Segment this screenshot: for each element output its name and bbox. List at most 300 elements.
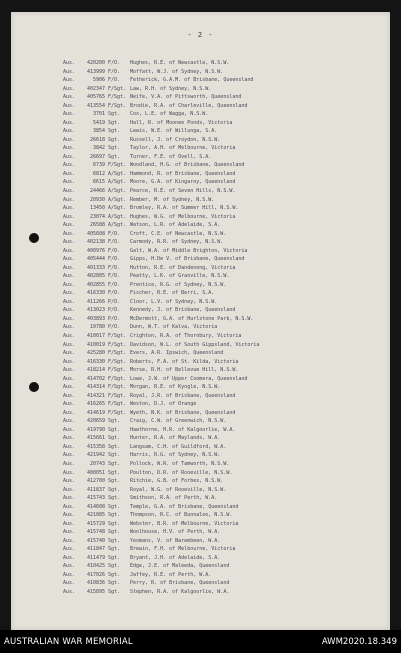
service-number: 419790: [86, 426, 105, 433]
country-code: Aus.: [63, 60, 76, 66]
rank: F/O.: [108, 264, 121, 271]
list-item: [63, 392, 370, 401]
country-code: Aus.: [63, 298, 76, 305]
list-item: [63, 59, 370, 68]
person-name: Langsam, C.H. of Guildford, W.A.: [130, 443, 227, 450]
service-number: 415729: [86, 520, 105, 527]
person-name: Bromley, R.A. of Summer Hill, N.S.W.: [130, 205, 239, 212]
service-number: 413554: [86, 102, 105, 109]
list-item: [63, 434, 370, 443]
service-number: 402347: [86, 85, 105, 92]
list-item: [63, 358, 370, 367]
list-item: [63, 315, 370, 324]
person-name: Lewis, W.E. of Willunga, S.A.: [130, 128, 218, 135]
person-name: Hammond, R. of Brisbane, Queensland: [130, 170, 236, 177]
service-number: 24466: [89, 187, 105, 194]
person-name: Carmody, R.R. of Sydney, N.S.W.: [130, 239, 224, 246]
rank: Sgt.: [108, 145, 121, 152]
service-number: 415661: [86, 435, 105, 442]
service-number: 414702: [86, 375, 105, 382]
country-code: Aus.: [63, 247, 76, 254]
person-name: Woolhouse, H.V. of Perth, W.A.: [130, 529, 221, 536]
rank: Sgt.: [108, 452, 121, 459]
service-number: 415358: [86, 443, 105, 450]
country-code: Aus.: [63, 333, 76, 339]
person-name: Weston, D.J. of Orange: [130, 401, 197, 408]
country-code: Aus.: [63, 281, 76, 288]
rank: Sgt.: [108, 512, 121, 519]
person-name: Fischer, R.E. of Berri, S.A.: [130, 290, 215, 297]
rank: F/O.: [108, 239, 121, 246]
service-number: 411837: [86, 486, 105, 493]
rank: Sgt.: [108, 478, 121, 485]
service-number: 420659: [86, 418, 105, 425]
rank: Sgt.: [108, 469, 121, 476]
rank: Sgt.: [108, 418, 121, 425]
rank: A/Sgt.: [108, 213, 127, 220]
service-number: 405765: [86, 94, 105, 101]
country-code: Aus.: [63, 222, 76, 229]
rank: Sgt.: [108, 563, 121, 570]
rank: A/Sgt.: [108, 170, 127, 177]
institution-name: AUSTRALIAN WAR MEMORIAL: [4, 637, 133, 647]
list-item: [63, 272, 370, 281]
service-number: 415743: [86, 495, 105, 502]
country-code: Aus.: [63, 375, 76, 382]
list-item: [63, 247, 370, 256]
country-code: Aus.: [63, 409, 76, 416]
service-number: 421085: [86, 512, 105, 519]
list-item: [63, 153, 370, 162]
rank: P/O.: [108, 315, 121, 322]
list-item: [63, 375, 370, 384]
service-number: 6739: [92, 162, 105, 169]
rank: Sgt.: [108, 588, 121, 595]
country-code: Aus.: [63, 418, 76, 425]
person-name: Wyeth, N.K. of Brisbane, Queensland: [130, 409, 236, 416]
person-name: Taylor, A.H. of Melbourne, Victoria: [130, 145, 236, 152]
service-number: 26588: [89, 222, 105, 229]
person-name: Ritchie, G.B. of Forbes, N.S.W.: [130, 478, 224, 485]
list-item: [63, 170, 370, 179]
country-code: Aus.: [63, 341, 76, 348]
rank: Sgt.: [108, 495, 121, 502]
country-code: Aus.: [63, 478, 76, 485]
person-name: Rember, M. of Sydney, N.S.W.: [130, 196, 215, 203]
country-code: Aus.: [63, 350, 76, 357]
rank: Sgt.: [108, 426, 121, 433]
rank: F/O.: [108, 68, 121, 75]
country-code: Aus.: [63, 512, 76, 519]
country-code: Aus.: [63, 324, 76, 331]
country-code: Aus.: [63, 571, 76, 578]
person-name: Pearce, R.E. of Seven Hills, N.S.W.: [130, 187, 236, 194]
rank: Sgt.: [108, 571, 121, 578]
list-item: [63, 511, 370, 520]
rank: A/Sgt.: [108, 196, 127, 203]
list-item: [63, 323, 370, 332]
person-name: Edge, J.E. of Maleeda, Queensland: [130, 563, 230, 570]
country-code: Aus.: [63, 580, 76, 587]
person-name: Kennedy, J. of Brisbane, Queensland: [130, 307, 236, 314]
service-number: 405608: [86, 230, 105, 237]
list-item: [63, 221, 370, 230]
rank: Sgt.: [108, 546, 121, 553]
person-name: Dunn, W.T. of Kalva, Victoria: [130, 324, 218, 331]
person-name: Hawthorne, H.R. of Kalgoorlie, W.A.: [130, 426, 236, 433]
service-number: 3854: [92, 128, 105, 135]
country-code: Aus.: [63, 68, 76, 75]
list-item: [63, 349, 370, 358]
rank: A/Sgt.: [108, 222, 127, 229]
rank: Sgt.: [108, 443, 121, 450]
rank: F/Sgt.: [108, 358, 127, 365]
rank: Sgt.: [108, 580, 121, 587]
service-number: 400976: [86, 247, 105, 254]
rank: F/Sgt.: [108, 401, 127, 408]
person-name: Turner, F.E. of Ovell, S.A.: [130, 153, 212, 160]
country-code: Aus.: [63, 529, 76, 536]
reference-number: AWM2020.18.349: [321, 637, 397, 647]
rank: A/Sgt.: [108, 179, 127, 186]
country-code: Aus.: [63, 315, 76, 322]
archive-footer: [0, 630, 401, 653]
person-name: Russell, J. of Croydon, N.S.W.: [130, 136, 221, 143]
list-item: [63, 281, 370, 290]
country-code: Aus.: [63, 85, 76, 92]
list-item: [63, 306, 370, 315]
rank: Sgt.: [108, 554, 121, 561]
country-code: Aus.: [63, 520, 76, 527]
list-item: [63, 562, 370, 571]
list-item: [63, 136, 370, 145]
country-code: Aus.: [63, 367, 76, 374]
country-code: Aus.: [63, 588, 76, 595]
person-name: Poulton, D.R. of Rooeville, N.S.W.: [130, 469, 233, 476]
list-item: [63, 238, 370, 247]
country-code: Aus.: [63, 179, 76, 186]
person-name: Webster, B.R. of Melbourne, Victoria: [130, 520, 239, 527]
rank: Sgt.: [108, 503, 121, 510]
person-name: Harris, R.G. of Sydney, N.S.W.: [130, 452, 221, 459]
person-name: Smithson, R.A. of Perth, W.A.: [130, 495, 218, 502]
country-code: Aus.: [63, 486, 76, 493]
rank: F/Sgt.: [108, 384, 127, 391]
person-name: Stephen, R.A. of Kalgoorlie, W.A.: [130, 588, 230, 595]
list-item: [63, 460, 370, 469]
person-name: Croft, C.E. of Newcastle, N.S.W.: [130, 230, 227, 237]
list-item: [63, 187, 370, 196]
rank: Sgt.: [108, 153, 121, 160]
country-code: Aus.: [63, 102, 76, 109]
rank: F/Sgt.: [108, 102, 127, 109]
person-name: Lowe, J.W. of Upper Coomera, Queensland: [130, 375, 248, 382]
person-name: Temple, G.A. of Brisbane, Queensland: [130, 503, 239, 510]
person-name: Brewin, F.H. of Melbourne, Victoria: [130, 546, 236, 553]
person-name: Hunter, R.A. of Maylands, W.A.: [130, 435, 221, 442]
service-number: 5419: [92, 119, 105, 126]
person-name: Peatty, L.K. of Granville, N.S.W.: [130, 273, 230, 280]
personnel-list: [63, 59, 370, 596]
country-code: Aus.: [63, 187, 76, 194]
person-name: Yeomans, V. of Narembeen, W.A.: [130, 537, 221, 544]
person-name: Cloor, L.V. of Sydney, N.S.W.: [130, 298, 218, 305]
service-number: 410836: [86, 580, 105, 587]
country-code: Aus.: [63, 213, 76, 220]
service-number: 6615: [92, 179, 105, 186]
country-code: Aus.: [63, 111, 76, 118]
rank: F/O.: [108, 281, 121, 288]
rank: Sgt.: [108, 520, 121, 527]
country-code: Aus.: [63, 264, 76, 271]
person-name: Watson, L.R. of Adelaide, S.A.: [130, 222, 221, 229]
country-code: Aus.: [63, 452, 76, 459]
service-number: 3701: [92, 111, 105, 118]
service-number: 402855: [86, 281, 105, 288]
service-number: 405444: [86, 256, 105, 263]
service-number: 415740: [86, 537, 105, 544]
list-item: [63, 469, 370, 478]
service-number: 23074: [89, 213, 105, 220]
country-code: Aus.: [63, 384, 76, 391]
service-number: 5906: [92, 77, 105, 84]
service-number: 416330: [86, 290, 105, 297]
service-number: 413999: [86, 68, 105, 75]
person-name: Evers, A.R. Ipswich, Queensland: [130, 350, 224, 357]
service-number: 418214: [86, 367, 105, 374]
list-item: [63, 93, 370, 102]
list-item: [63, 537, 370, 546]
country-code: Aus.: [63, 537, 76, 544]
person-name: Jaffey, R.E. of Perth, W.A.: [130, 571, 212, 578]
person-name: Hutton, R.E. of Dandenong, Victoria: [130, 264, 236, 271]
country-code: Aus.: [63, 443, 76, 450]
rank: F/Sgt.: [108, 392, 127, 399]
service-number: 402138: [86, 239, 105, 246]
country-code: Aus.: [63, 77, 76, 84]
rank: Sgt.: [108, 435, 121, 442]
rank: A/Sgt.: [108, 187, 127, 194]
rank: Sgt.: [108, 460, 121, 467]
list-item: [63, 443, 370, 452]
country-code: Aus.: [63, 170, 76, 177]
list-item: [63, 264, 370, 273]
list-item: [63, 451, 370, 460]
rank: F/Sgt.: [108, 341, 127, 348]
punch-hole: [29, 233, 39, 243]
person-name: Bryant, J.H. of Adelaide, S.A.: [130, 554, 221, 561]
person-name: Crighton, R.A. of Thornbury, Victoria: [130, 333, 242, 339]
service-number: 400051: [86, 469, 105, 476]
country-code: Aus.: [63, 554, 76, 561]
service-number: 421942: [86, 452, 105, 459]
list-item: [63, 477, 370, 486]
list-item: [63, 298, 370, 307]
person-name: McDermott, G.A. of Hurlstone Park, N.S.W.: [130, 315, 254, 322]
list-item: [63, 494, 370, 503]
service-number: 414608: [86, 503, 105, 510]
list-item: [63, 289, 370, 298]
service-number: 416265: [86, 401, 105, 408]
rank: P/O.: [108, 324, 121, 331]
rank: Sgt.: [108, 529, 121, 536]
service-number: 411479: [86, 554, 105, 561]
service-number: 411266: [86, 298, 105, 305]
list-item: [63, 588, 370, 597]
person-name: Moffatt, W.J. of Sydney, N.S.W.: [130, 68, 224, 75]
country-code: Aus.: [63, 94, 76, 101]
service-number: 411847: [86, 546, 105, 553]
country-code: Aus.: [63, 239, 76, 246]
service-number: 402805: [86, 273, 105, 280]
country-code: Aus.: [63, 307, 76, 314]
person-name: Hughes, W.G. of Melbourne, Victoria: [130, 213, 236, 220]
list-item: [63, 417, 370, 426]
rank: F/O.: [108, 290, 121, 297]
person-name: Pollock, W.R. of Tamworth, N.S.W.: [130, 460, 230, 467]
country-code: Aus.: [63, 128, 76, 135]
person-name: Brodie, R.A. of Charleville, Queensland: [130, 102, 248, 109]
rank: F/Sgt.: [108, 367, 127, 374]
service-number: 410019: [86, 341, 105, 348]
list-item: [63, 486, 370, 495]
list-item: [63, 579, 370, 588]
person-name: Morse, R.H. of Bellevue Hill, N.S.W.: [130, 367, 239, 374]
rank: F/Sgt.: [108, 333, 127, 339]
list-item: [63, 383, 370, 392]
country-code: Aus.: [63, 256, 76, 263]
service-number: 417026: [86, 571, 105, 578]
service-number: 416330: [86, 358, 105, 365]
service-number: 20743: [89, 460, 105, 467]
list-item: [63, 178, 370, 187]
person-name: Thompson, R.C. of Bunnaloo, N.S.W.: [130, 512, 233, 519]
country-code: Aus.: [63, 153, 76, 160]
punch-hole: [29, 382, 39, 392]
service-number: 401333: [86, 264, 105, 271]
country-code: Aus.: [63, 503, 76, 510]
service-number: 412700: [86, 478, 105, 485]
country-code: Aus.: [63, 136, 76, 143]
country-code: Aus.: [63, 196, 76, 203]
country-code: Aus.: [63, 205, 76, 212]
list-item: [63, 144, 370, 153]
country-code: Aus.: [63, 426, 76, 433]
list-item: [63, 571, 370, 580]
rank: Sgt.: [108, 537, 121, 544]
country-code: Aus.: [63, 460, 76, 467]
country-code: Aus.: [63, 290, 76, 297]
rank: F/O.: [108, 77, 121, 84]
country-code: Aus.: [63, 230, 76, 237]
person-name: Perry, R. of Brisbane, Queensland: [130, 580, 230, 587]
person-name: Woodland, H.G. of Brisbane, Queensland: [130, 162, 245, 169]
rank: A/Sgt.: [108, 205, 127, 212]
rank: Sgt.: [108, 136, 121, 143]
list-item: [63, 213, 370, 222]
person-name: Prentice, R.G. of Sydney, N.S.W.: [130, 281, 227, 288]
service-number: 410425: [86, 563, 105, 570]
service-number: 414321: [86, 392, 105, 399]
rank: Sgt.: [108, 128, 121, 135]
person-name: Davidson, W.L. of South Gippsland, Victoria: [130, 341, 260, 348]
rank: P/O.: [108, 298, 121, 305]
list-item: [63, 76, 370, 85]
list-item: [63, 528, 370, 537]
rank: F/Sgt.: [108, 94, 127, 101]
list-item: [63, 409, 370, 418]
rank: Sgt.: [108, 119, 121, 126]
service-number: 13450: [89, 205, 105, 212]
person-name: Craig, C.W. of Greenwich, N.S.W.: [130, 418, 227, 425]
rank: F/O.: [108, 273, 121, 280]
person-name: Law, R.H. of Sydney, N.S.W.: [130, 85, 212, 92]
rank: F/O.: [108, 247, 121, 254]
person-name: Hughes, R.E. of Newcastle, N.S.W.: [130, 60, 230, 66]
person-name: Morgan, R.E. of Kyogle, N.S.W.: [130, 384, 221, 391]
rank: F/Sgt.: [108, 85, 127, 92]
service-number: 415895: [86, 588, 105, 595]
list-item: [63, 68, 370, 77]
list-item: [63, 400, 370, 409]
list-item: [63, 161, 370, 170]
service-number: 413023: [86, 307, 105, 314]
service-number: 20930: [89, 196, 105, 203]
list-item: [63, 332, 370, 341]
service-number: 425280: [86, 350, 105, 357]
person-name: Cox, L.E. of Wagga, N.S.W.: [130, 111, 209, 118]
rank: F/Sgt.: [108, 409, 127, 416]
rank: F/O.: [108, 60, 121, 66]
service-number: 414619: [86, 409, 105, 416]
rank: P/O.: [108, 307, 121, 314]
rank: Sgt.: [108, 111, 121, 118]
page-number: - 2 -: [187, 31, 214, 39]
country-code: Aus.: [63, 392, 76, 399]
country-code: Aus.: [63, 546, 76, 553]
rank: F/O.: [108, 256, 121, 263]
rank: F/Sgt.: [108, 350, 127, 357]
service-number: 410017: [86, 333, 105, 339]
person-name: Moore, G.A. of Kingaroy, Queensland: [130, 179, 236, 186]
list-item: [63, 255, 370, 264]
country-code: Aus.: [63, 273, 76, 280]
service-number: 26697: [89, 153, 105, 160]
rank: F/O.: [108, 230, 121, 237]
rank: F/Sgt.: [108, 375, 127, 382]
list-item: [63, 520, 370, 529]
list-item: [63, 127, 370, 136]
service-number: 414314: [86, 384, 105, 391]
list-item: [63, 85, 370, 94]
person-name: Royal, J.R. of Brisbane, Queensland: [130, 392, 236, 399]
list-item: [63, 196, 370, 205]
person-name: Fetherick, G.A.M. of Brisbane, Queensland: [130, 77, 254, 84]
list-item: [63, 230, 370, 239]
person-name: Galt, W.A. of Middle Brighton, Victoria: [130, 247, 248, 254]
person-name: Neife, V.A. of Pittsworth, Queensland: [130, 94, 242, 101]
list-item: [63, 554, 370, 563]
list-item: [63, 102, 370, 111]
country-code: Aus.: [63, 469, 76, 476]
country-code: Aus.: [63, 145, 76, 152]
country-code: Aus.: [63, 495, 76, 502]
service-number: 3842: [92, 145, 105, 152]
list-item: [63, 119, 370, 128]
service-number: 420200: [86, 60, 105, 66]
person-name: Gipps, H.De V. of Brisbane, Queensland: [130, 256, 245, 263]
person-name: Roberts, F.A. of St. Kilda, Victoria: [130, 358, 239, 365]
